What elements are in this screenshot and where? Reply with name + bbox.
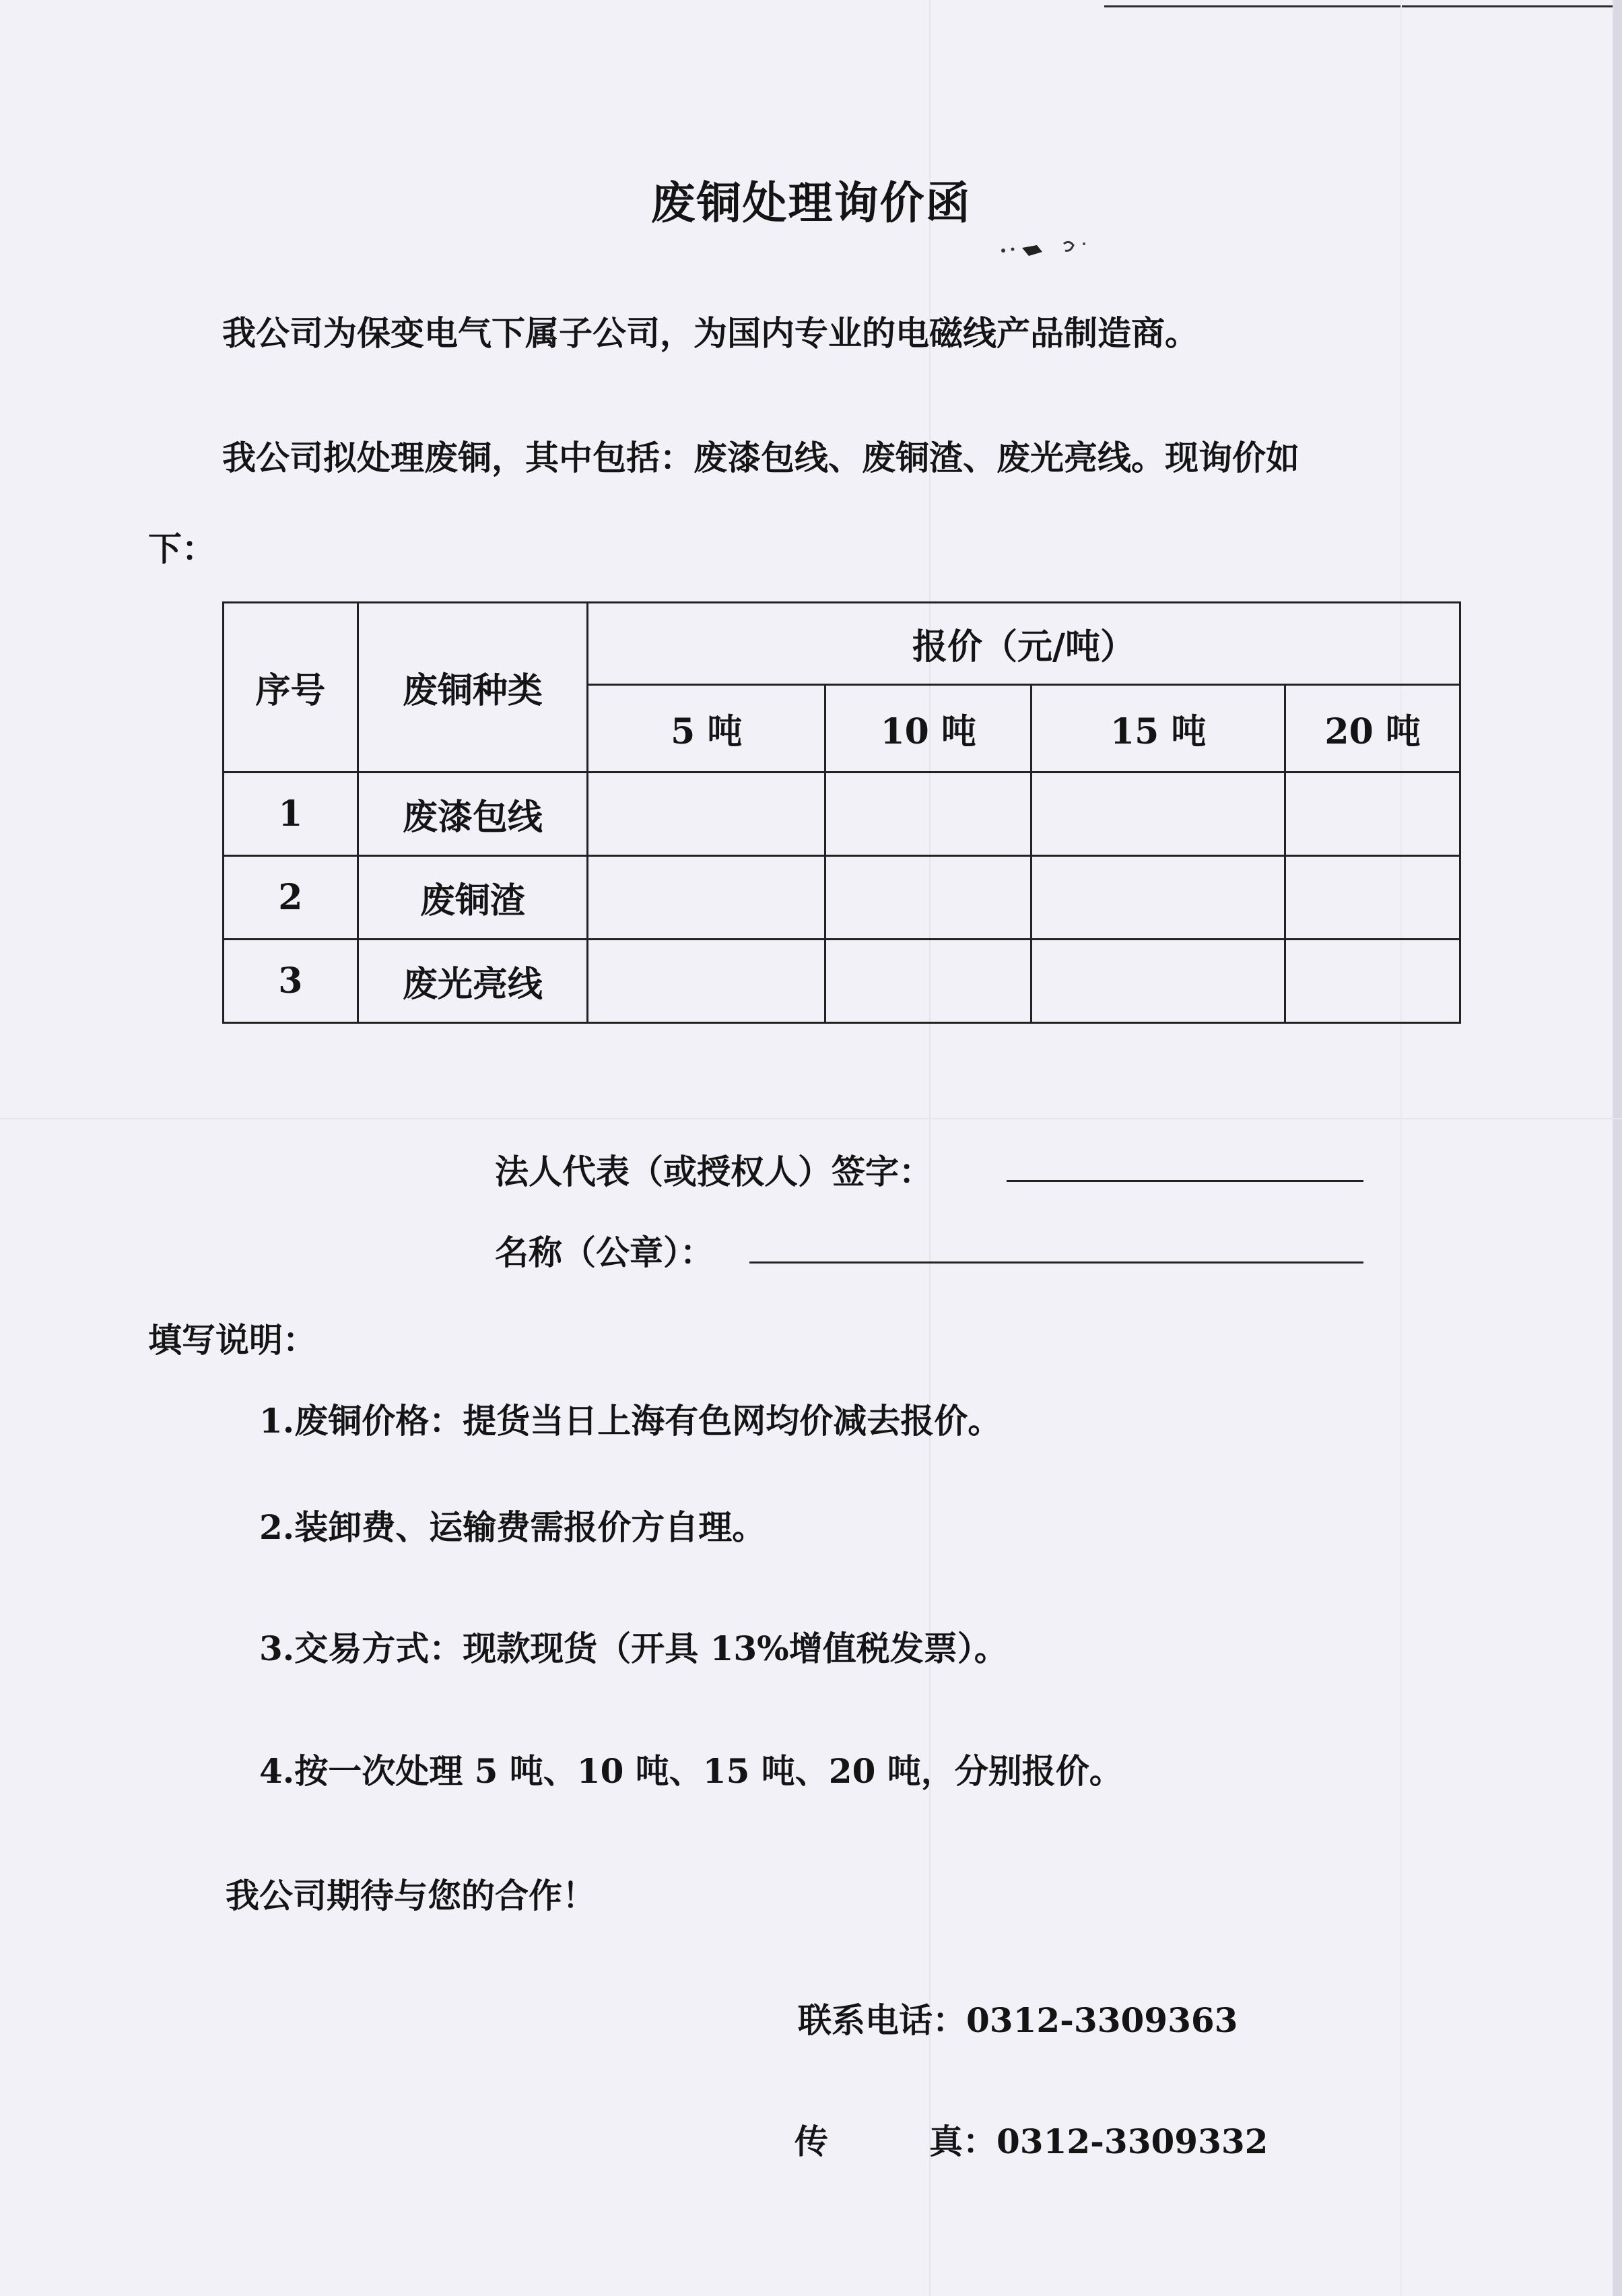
price-cell[interactable]	[1031, 940, 1285, 1023]
signature-field[interactable]	[1007, 1180, 1363, 1182]
table-row	[224, 773, 1460, 856]
price-cell[interactable]	[1285, 940, 1460, 1023]
inquiry-paragraph-line2: 下：	[148, 529, 215, 568]
right-fold-mark	[1400, 0, 1402, 2296]
company-name-field[interactable]	[749, 1261, 1363, 1264]
price-cell[interactable]	[1031, 773, 1285, 856]
quotation-table	[222, 601, 1461, 1024]
header-qty-10: 10 吨	[825, 685, 1032, 773]
horizontal-fold-mark	[0, 1118, 1622, 1119]
row-seq: 1	[224, 773, 358, 856]
phone-line	[798, 1994, 1238, 2042]
fax-label-first: 传	[795, 2122, 828, 2161]
fax-label-second: 真：	[929, 2122, 996, 2161]
header-qty-20: 20 吨	[1285, 685, 1460, 773]
row-copper-type: 废光亮线	[358, 940, 587, 1023]
price-cell[interactable]	[588, 856, 825, 940]
document-title: 废铜处理询价函	[650, 176, 972, 229]
header-seq: 序号	[224, 603, 358, 773]
phone-number: 0312-3309363	[966, 2000, 1238, 2040]
row-seq: 3	[224, 940, 358, 1023]
ink-smudge	[990, 229, 1124, 269]
instruction-item: 4.按一次处理 5 吨、10 吨、15 吨、20 吨，分别报价。	[259, 1751, 1123, 1791]
header-price: 报价（元/吨）	[588, 603, 1460, 685]
instruction-item: 3.交易方式：现款现货（开具 13%增值税发票）。	[259, 1629, 1008, 1668]
right-edge-shade	[1613, 0, 1622, 2296]
table-row	[224, 856, 1460, 940]
top-edge-line	[1104, 5, 1622, 7]
instruction-item: 2.装卸费、运输费需报价方自理。	[259, 1507, 766, 1547]
row-seq: 2	[224, 856, 358, 940]
price-cell[interactable]	[588, 940, 825, 1023]
inquiry-paragraph-line1: 我公司拟处理废铜，其中包括：废漆包线、废铜渣、废光亮线。现询价如	[222, 438, 1299, 478]
table-row	[224, 940, 1460, 1023]
fax-number: 0312-3309332	[996, 2122, 1269, 2161]
instructions-heading: 填写说明：	[148, 1320, 316, 1360]
header-copper-type: 废铜种类	[358, 603, 587, 773]
price-cell[interactable]	[825, 940, 1032, 1023]
price-cell[interactable]	[1031, 856, 1285, 940]
signature-label: 法人代表（或授权人）签字：	[495, 1152, 933, 1191]
price-cell[interactable]	[588, 773, 825, 856]
phone-label: 联系电话：	[798, 2000, 966, 2040]
header-qty-15: 15 吨	[1031, 685, 1285, 773]
row-copper-type: 废铜渣	[358, 856, 587, 940]
closing-text: 我公司期待与您的合作！	[226, 1876, 596, 1915]
fax-line	[795, 2115, 1268, 2163]
price-cell[interactable]	[1285, 773, 1460, 856]
company-name-label: 名称（公章）：	[495, 1233, 714, 1272]
price-cell[interactable]	[825, 773, 1032, 856]
row-copper-type: 废漆包线	[358, 773, 587, 856]
price-cell[interactable]	[825, 856, 1032, 940]
header-qty-5: 5 吨	[588, 685, 825, 773]
price-cell[interactable]	[1285, 856, 1460, 940]
intro-paragraph: 我公司为保变电气下属子公司，为国内专业的电磁线产品制造商。	[222, 313, 1198, 353]
instruction-item: 1.废铜价格：提货当日上海有色网均价减去报价。	[259, 1401, 1002, 1441]
